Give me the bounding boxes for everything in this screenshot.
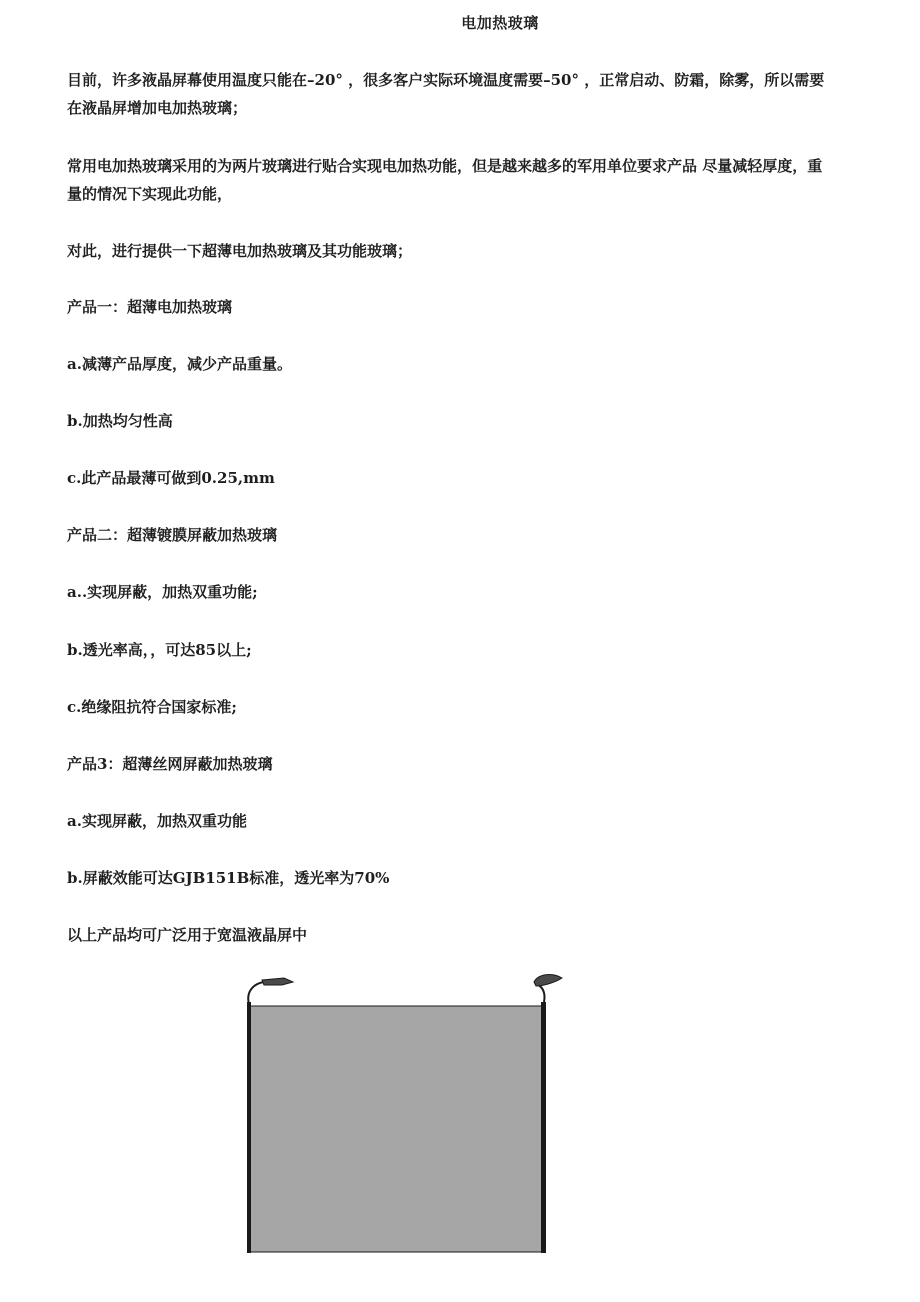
right-lead-wire [536,984,545,1002]
product-3-item-b: b.屏蔽效能可达GJB151B标准，透光率为70% [67,869,390,887]
product-1-item-b: b.加热均匀性高 [67,412,173,430]
product-1-item-a: a.减薄产品厚度，减少产品重量。 [67,355,292,373]
glass-panel [250,1006,544,1252]
product-2-item-c: c.绝缘阻抗符合国家标准; [67,698,237,716]
product-1-item-c: c.此产品最薄可做到0.25,mm [67,469,275,487]
right-connector [534,975,562,986]
product-2-item-b: b.透光率高，，可达85以上; [67,641,252,659]
left-connector [262,978,293,985]
product-2-item-a: a..实现屏蔽，加热双重功能; [67,583,258,601]
intro-paragraph-1: 目前，许多液晶屏幕使用温度只能在–20° ，很多客户实际环境温度需要–50° ，正常启动、防霜，除雾，所以需要在液晶屏增加电加热玻璃； [67,71,825,117]
closing-statement: 以上产品均可广泛用于宽温液晶屏中 [67,926,308,944]
product-2-heading: 产品二：超薄镀膜屏蔽加热玻璃 [67,526,278,544]
heated-glass-illustration [238,968,573,1258]
intro-paragraph-2: 常用电加热玻璃采用的为两片玻璃进行贴合实现电加热功能，但是越来越多的军用单位要求产品 尽量减轻厚度，重量的情况下实现此功能， [67,157,823,203]
product-3-heading: 产品3：超薄丝网屏蔽加热玻璃 [67,755,273,773]
left-lead-wire [248,982,264,1004]
left-busbar [247,1002,251,1253]
product-1-heading: 产品一：超薄电加热玻璃 [67,298,233,316]
product-3-item-a: a.实现屏蔽，加热双重功能 [67,812,247,830]
document-title: 电加热玻璃 [461,14,539,32]
intro-paragraph-3: 对此，进行提供一下超薄电加热玻璃及其功能玻璃； [67,242,413,260]
right-busbar [541,1002,546,1253]
